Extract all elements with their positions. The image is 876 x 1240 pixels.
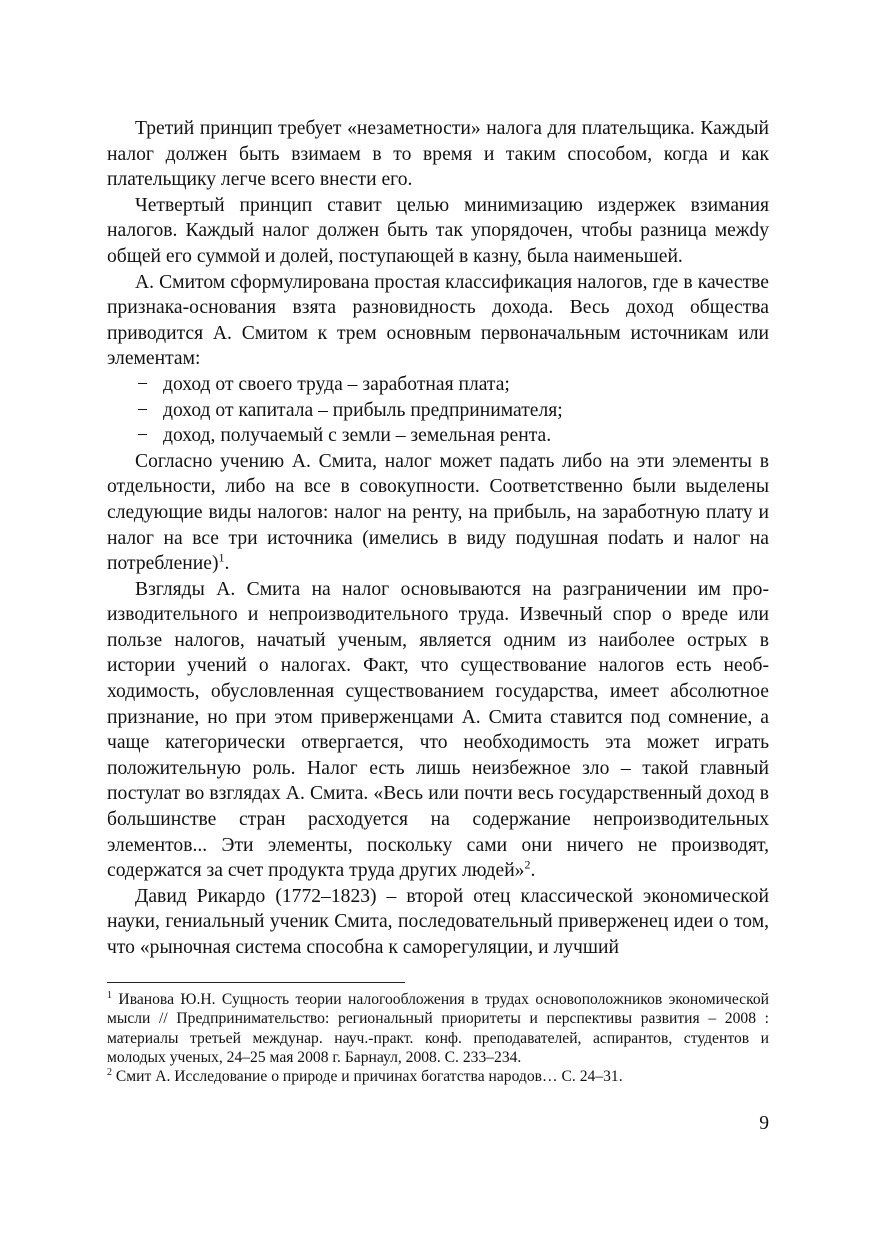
paragraph-ricardo: Давид Рикардо (1772–1823) – второй отец классической экономической науки, гениальный ученик Смита, последовательный приверженец идеи о том, что «рыночная система способна к саморегуляции, и лучший bbox=[107, 885, 769, 958]
paragraph-tax-types bbox=[107, 449, 769, 577]
footnote-separator bbox=[107, 982, 405, 983]
page-number: 9 bbox=[759, 1113, 769, 1134]
footnote-number: 1 bbox=[107, 989, 112, 1001]
list-item-text: доход от своего труда – заработная плата; bbox=[163, 373, 510, 395]
paragraph-third-principle: Третий принцип требует «незаметности» налога для плательщика. Каждый налог должен быть взимаем в то время и таким способом, когда и как плательщику легче всего внести его. bbox=[107, 118, 769, 191]
footnote-ref[interactable]: 2 bbox=[524, 857, 531, 872]
paragraph-text: Взгляды А. Смита на налог основываются на разграничении им производительного и непроизводительного труда. Извечный спор о вреде или пользе налогов, начатый ученым, является одним из наиболее острых в истории учений о налогах. Факт, что существование налогов есть необходимость, обусловленная существованием государства, имеет абсолютное признание, но при этом приверженцами А. Смита ставится под сомнение, а чаще категорически отвергается, что необходимость эта может играть положительную роль. Налог есть лишь неизбежное зло – такой главный постулат во взглядах А. Смита. «Весь или почти весь государственный доход в большинстве стран расходуется на содержание непроизводительных элементов... Эти элементы, поскольку сами они ничего не производят, содержатся за счет продукта труда других людей» bbox=[107, 578, 769, 882]
paragraph-classification: А. Смитом сформулирована простая классификация налогов, где в качестве признака-основания взята разновидность дохода. Весь доход общества приводится А. Смитом к трем основным первоначальным источникам или элементам: bbox=[107, 271, 769, 370]
footnote-number: 2 bbox=[107, 1067, 112, 1078]
footnote-text: Иванова Ю.Н. Сущность теории налогообложения в трудах основоположников экономической мысли // Предпринимательство: региональный приоритеты и перспективы развития – 2008 : материалы третьей междунар. науч.-практ. конф. преподавателей, аспирантов, студентов и молодых ученых, 24–25 мая 2008 г. Барнаул, 2008. С. 233–234. bbox=[107, 991, 769, 1066]
list-item-text: доход, получаемый с земли – земельная рента. bbox=[163, 425, 552, 447]
footnotes bbox=[107, 990, 769, 1086]
paragraph-text: Согласно учению А. Смита, налог может падать либо на эти элементы в отдельности, либо на все в совокупности. Соответственно были выделены следующие виды налогов: налог на ренту, на прибыль, на заработную плату и налог на все три источника (имелись в виду подушная поdать и налог на потребление) bbox=[107, 450, 769, 575]
footnote-ref[interactable]: 1 bbox=[218, 550, 225, 565]
footnote-item bbox=[107, 1067, 769, 1086]
list-item bbox=[107, 423, 769, 449]
list-item-text: доход от капитала – прибыль предпринимателя; bbox=[163, 399, 563, 421]
income-sources-list bbox=[107, 372, 769, 449]
paragraph-end: . bbox=[530, 860, 536, 882]
list-item bbox=[107, 398, 769, 424]
paragraph-fourth-principle: Четвертый принцип ставит целью минимизацию издержек взимания налогов. Каждый налог должен быть так упорядочен, чтобы разница межdy общей его суммой и долей, поступающей в казну, была наименьшей. bbox=[107, 194, 769, 267]
footnote-text: Смит А. Исследование о природе и причинах богатства народов… С. 24–31. bbox=[112, 1068, 623, 1086]
paragraph-end: . bbox=[224, 553, 230, 575]
body-text bbox=[107, 116, 769, 961]
dash-marker: − bbox=[137, 399, 149, 421]
list-item bbox=[107, 372, 769, 398]
dash-marker: − bbox=[137, 425, 149, 447]
paragraph-smith-views bbox=[107, 577, 769, 884]
footnote-item bbox=[107, 990, 769, 1067]
dash-marker: − bbox=[137, 373, 149, 395]
